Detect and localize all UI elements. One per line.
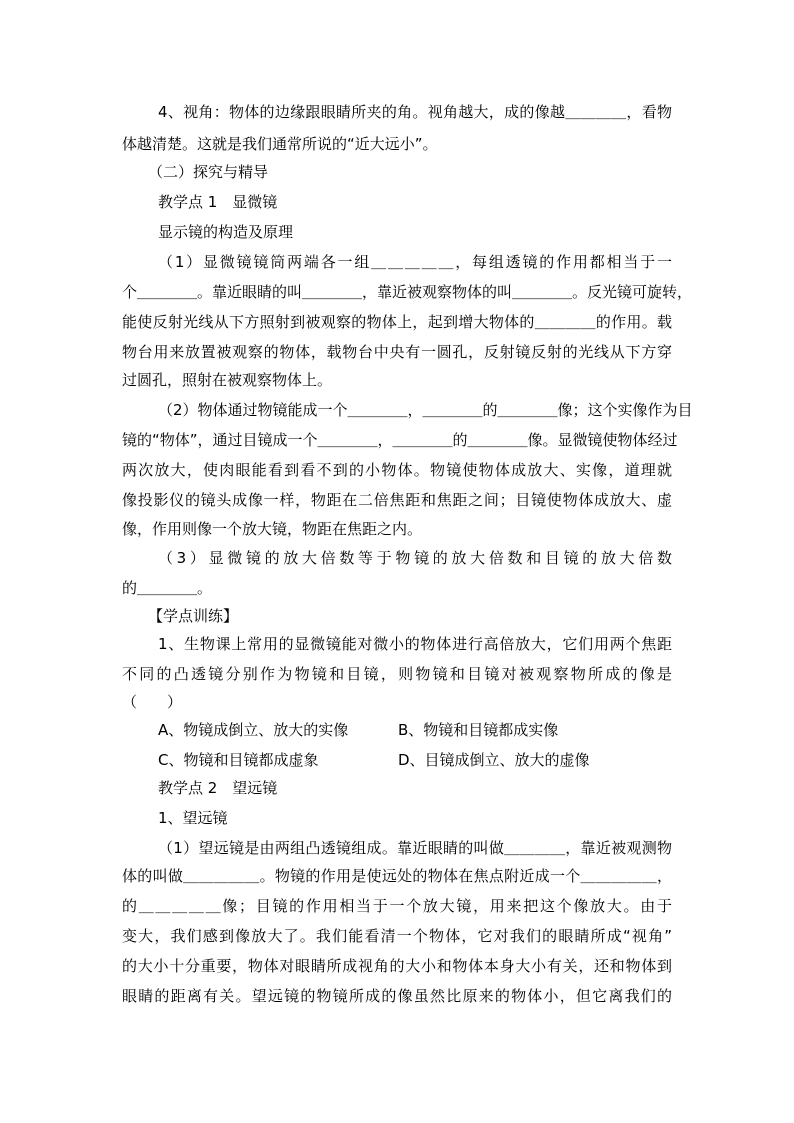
option-a: A、物镜成倒立、放大的实像 [158, 721, 349, 739]
question-text: 1、生物课上常用的显微镜能对微小的物体进行高倍放大，它们用两个焦距 [158, 635, 672, 653]
text-line: 体的叫做＿＿＿＿＿。物镜的作用是使远处的物体在焦点附近成一个＿＿＿＿＿， [122, 867, 672, 885]
text-line: 像，作用则像一个放大镜，物距在焦距之内。 [122, 520, 423, 538]
text-line: 过圆孔，照射在被观察物体上。 [122, 371, 333, 389]
text-line: 4、视角：物体的边缘跟眼睛所夹的角。视角越大，成的像越＿＿＿＿，看物 [158, 103, 672, 121]
section-heading: （二）探究与精导 [148, 163, 269, 181]
text-line: 的＿＿＿＿＿像；目镜的作用相当于一个放大镜，用来把这个像放大。由于 [122, 897, 672, 915]
section-heading: 【学点训练】 [148, 607, 239, 625]
text-line: 的大小十分重要，物体对眼睛所成视角的大小和物体本身大小有关，还和物体到 [122, 957, 672, 975]
text-line: 个＿＿＿＿。靠近眼睛的叫＿＿＿＿，靠近被观察物体的叫＿＿＿＿。反光镜可旋转， [122, 283, 693, 301]
section-heading: 教学点 1 显微镜 [158, 193, 278, 211]
text-line: 能使反射光线从下方照射到被观察的物体上，起到增大物体的＿＿＿＿的作用。载 [122, 313, 672, 331]
section-heading: 1、望远镜 [158, 809, 228, 827]
text-line: 眼睛的距离有关。望远镜的物镜所成的像虽然比原来的物体小，但它离我们的 [122, 987, 672, 1005]
section-heading: 教学点 2 望远镜 [158, 779, 278, 797]
text-line: 两次放大，使肉眼能看到看不到的小物体。物镜使物体成放大、实像，道理就 [122, 461, 672, 479]
option-d: D、目镜成倒立、放大的虚像 [398, 751, 590, 769]
answer-bracket: （ ） [122, 693, 183, 711]
question-text: 不同的凸透镜分别作为物镜和目镜，则物镜和目镜对被观察物所成的像是 [122, 665, 672, 683]
text-line: 的＿＿＿＿。 [122, 579, 213, 597]
text-line: （3）显微镜的放大倍数等于物镜的放大倍数和目镜的放大倍数 [158, 549, 672, 567]
text-line: 变大，我们感到像放大了。我们能看清一个物体，它对我们的眼睛所成“视角” [122, 927, 672, 945]
section-heading: 显示镜的构造及原理 [158, 223, 294, 241]
text-line: 体越清楚。这就是我们通常所说的“近大远小”。 [122, 135, 438, 153]
text-line: 物台用来放置被观察的物体，载物台中央有一圆孔，反射镜反射的光线从下方穿 [122, 343, 672, 361]
text-line: 镜的“物体”，通过目镜成一个＿＿＿＿，＿＿＿＿的＿＿＿＿像。显微镜使物体经过 [122, 431, 678, 449]
option-b: B、物镜和目镜都成实像 [398, 721, 559, 739]
text-line: （1）显微镜镜筒两端各一组＿＿＿＿＿，每组透镜的作用都相当于一 [158, 253, 672, 271]
option-c: C、物镜和目镜都成虚象 [158, 751, 319, 769]
text-line: 像投影仪的镜头成像一样，物距在二倍焦距和焦距之间；目镜使物体成放大、虚 [122, 491, 672, 509]
text-line: （2）物体通过物镜能成一个＿＿＿＿，＿＿＿＿的＿＿＿＿像；这个实像作为目 [158, 401, 693, 419]
text-line: （1）望远镜是由两组凸透镜组成。靠近眼睛的叫做＿＿＿＿，靠近被观测物 [158, 839, 672, 857]
